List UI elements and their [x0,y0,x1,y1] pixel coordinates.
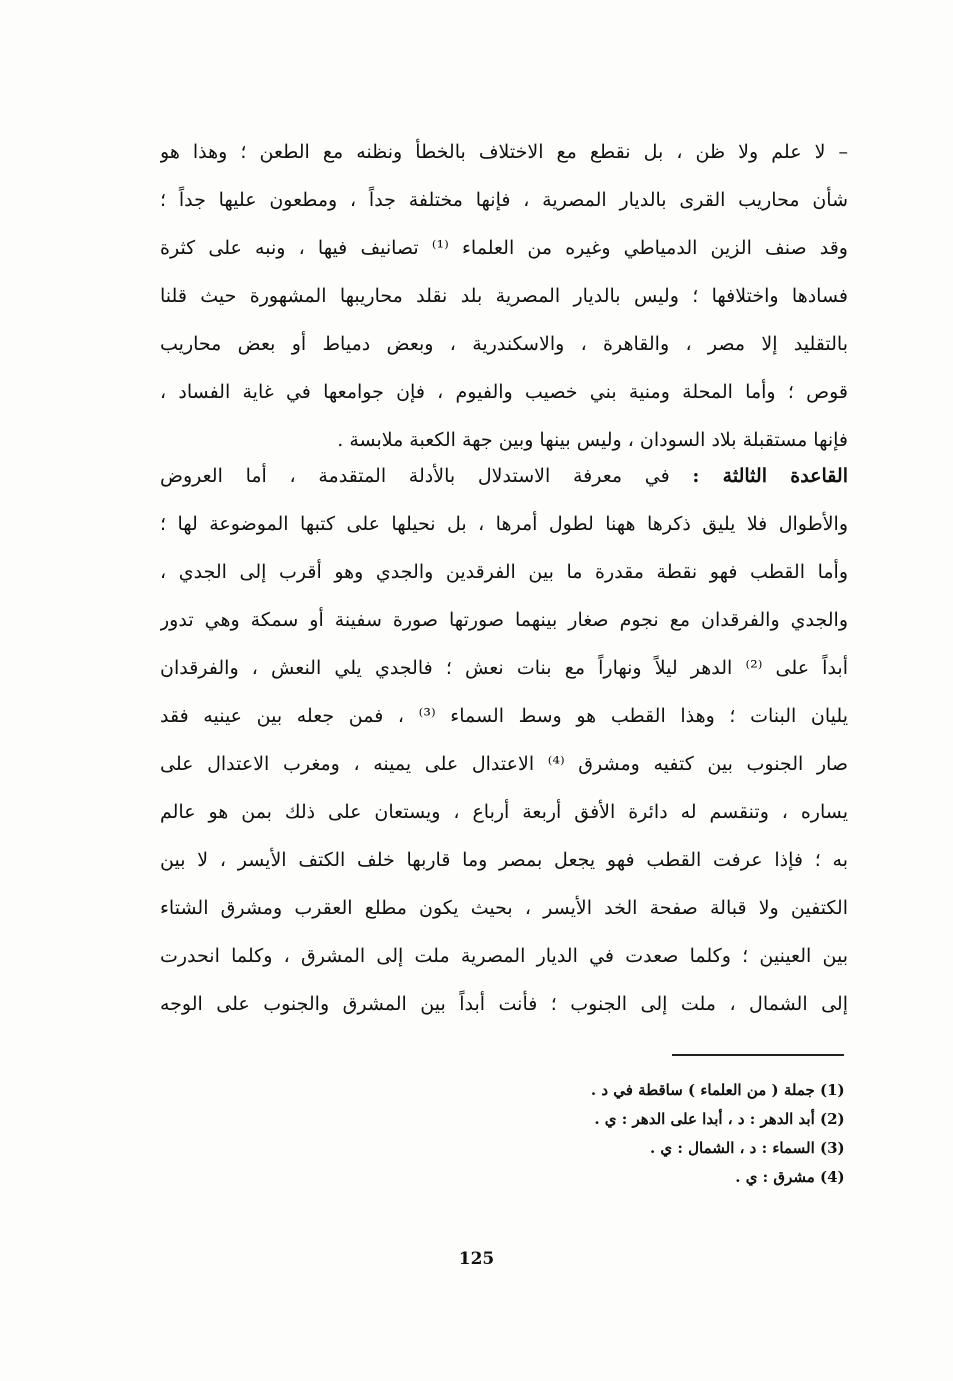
text-line: بين العينين ؛ وكلما صعدت في الديار المصرية ملت إلى المشرق ، وكلما انحدرت [160,945,848,967]
text-line: – لا علم ولا ظن ، بل نقطع مع الاختلاف بالخطأ ونظنه مع الطعن ؛ وهذا هو [160,141,848,163]
footnote-text: مشرق : ي . [735,1168,815,1186]
footnote-number: (3) [820,1139,845,1157]
text-line: فإنها مستقبلة بلاد السودان ، وليس بينها وبين جهة الكعبة ملابسة . [337,429,848,451]
footnote-number: (4) [820,1168,845,1186]
paragraph-2 [160,452,848,1028]
text-line: وأما القطب فهو نقطة مقدرة ما بين الفرقدين والجدي وهو أقرب إلى الجدي ، [160,561,848,583]
text-line [160,452,848,500]
text-line: يليان البنات ؛ وهذا القطب هو وسط السماء ⁽³⁾ ، فمن جعله بين عينيه فقد [160,705,848,727]
footnote-text: السماء : د ، الشمال : ي . [649,1139,815,1157]
footnote-divider [672,1054,844,1056]
text-line: والأطوال فلا يليق ذكرها ههنا لطول أمرها ، بل نحيلها على كتبها الموضوعة لها ؛ [160,513,848,535]
paragraph-1 [160,128,848,464]
footnote-number: (2) [820,1110,845,1128]
footnote-text: جملة ( من العلماء ) ساقطة في د . [590,1081,815,1099]
text-line: صار الجنوب بين كتفيه ومشرق ⁽⁴⁾ الاعتدال على يمينه ، ومغرب الاعتدال على [160,753,848,775]
text-line: قوص ؛ وأما المحلة ومنية بني خصيب والفيوم ، فإن جوامعها في غاية الفساد ، [160,381,848,403]
footnotes [380,1076,848,1192]
text-line: يساره ، وتنقسم له دائرة الأفق أربعة أرباع ، ويستعان على ذلك بمن هو عالم [160,801,848,823]
text-line: إلى الشمال ، ملت إلى الجنوب ؛ فأنت أبداً بين المشرق والجنوب على الوجه [160,993,848,1015]
footnote-item [380,1076,848,1105]
footnote-number: (1) [820,1081,845,1099]
text-line: وقد صنف الزين الدمياطي وغيره من العلماء ⁽¹⁾ تصانيف فيها ، ونبه على كثرة [160,237,848,259]
text-line: الكتفين ولا قبالة صفحة الخد الأيسر ، بحيث يكون مطلع العقرب ومشرق الشتاء [160,897,848,919]
text-line: به ؛ فإذا عرفت القطب فهو يجعل بمصر وما قاربها خلف الكتف الأيسر ، لا بين [160,849,848,871]
footnote-text: أبد الدهر : د ، أبدا على الدهر : ي . [594,1110,815,1128]
text-line: فسادها واختلافها ؛ وليس بالديار المصرية بلد نقلد محاريبها المشهورة حيث قلنا [160,285,848,307]
footnote-item [380,1134,848,1163]
text-line: بالتقليد إلا مصر ، والقاهرة ، والاسكندرية ، وبعض دمياط أو بعض محاريب [160,333,848,355]
footnote-item [380,1163,848,1192]
text-line: شأن محاريب القرى بالديار المصرية ، فإنها مختلفة جداً ، ومطعون عليها جداً ؛ [160,189,848,211]
text-run: في معرفة الاستدلال بالأدلة المتقدمة ، أما العروض [160,465,693,487]
footnote-item [380,1105,848,1134]
text-line: والجدي والفرقدان مع نجوم صغار بينهما صورتها صورة سفينة أو سمكة وهي تدور [160,609,848,631]
page-number: 125 [458,1249,495,1269]
section-heading: القاعدة الثالثة : [692,465,848,487]
text-line: أبداً على ⁽²⁾ الدهر ليلاً ونهاراً مع بنات نعش ؛ فالجدي يلي النعش ، والفرقدان [160,657,848,679]
